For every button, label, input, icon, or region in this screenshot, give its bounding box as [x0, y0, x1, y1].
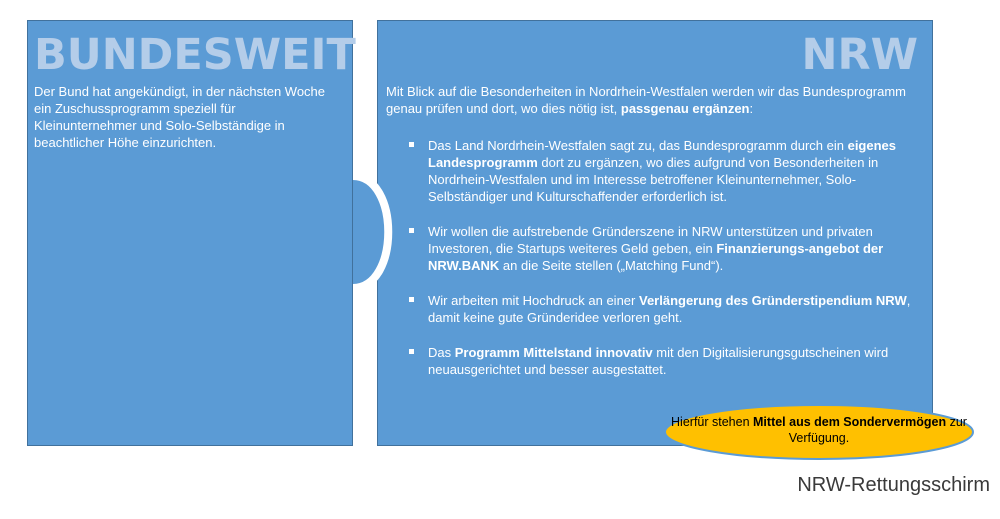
right-lead-bold: passgenau ergänzen: [620, 101, 750, 116]
bullet-text: Das: [428, 345, 455, 360]
bullet-item: [426, 223, 920, 274]
bullet-item: [426, 137, 920, 205]
right-lead: [386, 83, 926, 117]
bullet-bold: Programm Mittelstand innovativ: [454, 345, 653, 360]
bullet-bold: Finanzierungs-angebot der NRW.BANK: [428, 241, 884, 273]
bullet-bold: Verlängerung des Gründerstipendium NRW: [638, 293, 907, 308]
right-lead-text: Mit Blick auf die Besonderheiten in Nordrhein-Westfalen werden wir das Bundesprogramm genau prüfen und dort, wo dies nötig ist,: [386, 84, 907, 116]
left-heading: BUNDESWEIT: [34, 30, 356, 80]
bullet-text: dort zu ergänzen, wo dies aufgrund von Besonderheiten in Nordrhein-Westfalen und im Interesse betroffener Kleinunternehmer, Solo-Selbständiger und Kulturschaffender erforderlich ist.: [428, 155, 879, 204]
callout-part: Hierfür stehen: [671, 415, 754, 429]
bullet-text: Wir arbeiten mit Hochdruck an einer: [428, 293, 639, 308]
bullet-item: [426, 344, 920, 378]
right-panel: [377, 20, 933, 446]
footer-title: NRW-Rettungsschirm: [797, 474, 990, 496]
bullet-bold: eigenes Landesprogramm: [428, 138, 897, 170]
left-panel: [27, 20, 356, 446]
callout-bold: Mittel aus dem Sondervermögen: [753, 415, 947, 429]
puzzle-connector: [330, 172, 410, 292]
bullet-list: [426, 137, 920, 396]
square-bullet-icon: [409, 349, 414, 354]
square-bullet-icon: [409, 142, 414, 147]
bullet-text: mit den Digitalisierungsgutscheinen wird neuausgerichtet und besser ausgestattet.: [428, 345, 889, 377]
square-bullet-icon: [409, 297, 414, 302]
bullet-item: [426, 292, 920, 326]
bullet-text: Das Land Nordrhein-Westfalen sagt zu, das Bundesprogramm durch ein: [428, 138, 848, 153]
bullet-text: an die Seite stellen („Matching Fund“).: [499, 258, 724, 273]
callout-text: [663, 414, 975, 446]
bullet-text: , damit keine gute Gründeridee verloren geht.: [428, 293, 911, 325]
callout-part: zur Verfügung.: [788, 415, 967, 445]
right-heading: NRW: [801, 30, 918, 80]
left-text: Der Bund hat angekündigt, in der nächsten Woche ein Zuschussprogramm speziell für Kleinunternehmer und Solo-Selbständige in beachtlicher Höhe einzurichten.: [34, 84, 326, 150]
right-lead-end: :: [749, 101, 754, 116]
bullet-text: Wir wollen die aufstrebende Gründerszene in NRW unterstützen und privaten Investoren, die Startups weiteres Geld geben, ein: [428, 224, 873, 256]
